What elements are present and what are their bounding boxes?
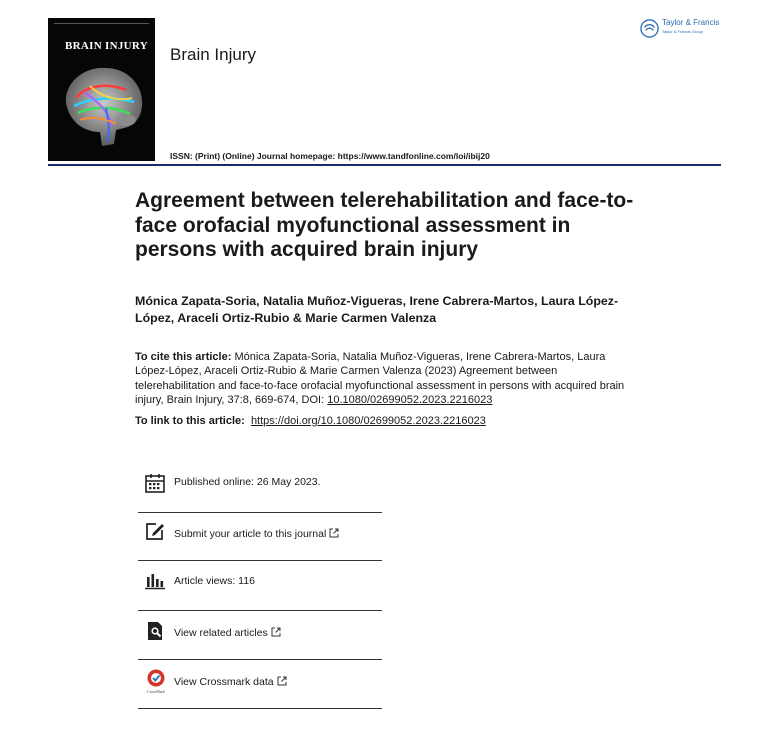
publisher-logo-icon: [640, 19, 659, 38]
external-link-icon: [329, 528, 339, 538]
article-views: Article views: 116: [174, 575, 255, 587]
issn-line: ISSN: (Print) (Online) Journal homepage: https://www.tandfonline.com/loi/ibij20: [170, 151, 490, 161]
cover-title-text: BRAIN INJURY: [65, 40, 148, 52]
header-divider: [48, 164, 721, 166]
related-articles-link[interactable]: [174, 627, 281, 639]
publisher-logo[interactable]: [640, 18, 735, 40]
external-link-icon: [277, 676, 287, 686]
publisher-name: Taylor & Francis: [662, 18, 720, 27]
submit-article-label: Submit your article to this journal: [174, 528, 327, 540]
search-document-icon: [144, 620, 166, 642]
citation: [135, 350, 635, 408]
bar-chart-icon: [144, 569, 166, 591]
views-row: [138, 569, 382, 593]
calendar-icon: [144, 472, 166, 494]
related-row[interactable]: [138, 620, 382, 646]
crossmark-icon: [144, 668, 168, 694]
cover-header-line: [54, 23, 149, 27]
article-title: Agreement between telerehabilitation and face-to-face orofacial myofunctional assessment in persons with acquired brain injury: [135, 189, 634, 261]
submit-row[interactable]: [138, 520, 382, 546]
external-link-icon: [271, 627, 281, 637]
citation-doi-link[interactable]: 10.1080/02699052.2023.2216023: [327, 394, 493, 407]
info-divider: [138, 512, 382, 513]
crossmark-label: View Crossmark data: [174, 676, 274, 688]
edit-icon: [144, 520, 166, 542]
cover-title: [65, 41, 148, 52]
article-link-label: To link to this article:: [135, 415, 245, 427]
crossmark-link[interactable]: [174, 676, 287, 688]
citation-label: To cite this article:: [135, 351, 232, 363]
citation-text: Mónica Zapata-Soria, Natalia Muñoz-Vigueras, Irene Cabrera-Martos, Laura López-López, Araceli Ortiz-Rubio & Marie Carmen Valenza (2023) Agreement between telerehabilitation and face-to-face orofacial myofunctional assessment in persons with acquired brain injury, Brain Injury, 37:8, 669-674, DOI:: [135, 351, 625, 407]
crossmark-badge-text: CrossMark: [147, 689, 165, 694]
info-divider: [138, 610, 382, 611]
submit-article-link[interactable]: [174, 528, 339, 540]
info-divider: [138, 560, 382, 561]
article-link: [135, 414, 635, 428]
info-divider: [138, 659, 382, 660]
brain-image: [56, 58, 148, 153]
published-date: Published online: 26 May 2023.: [174, 476, 321, 488]
article-doi-url[interactable]: https://doi.org/10.1080/02699052.2023.2216023: [250, 415, 486, 427]
crossmark-row[interactable]: [138, 668, 382, 696]
published-row: [138, 472, 382, 496]
related-articles-label: View related articles: [174, 627, 268, 639]
article-authors: Mónica Zapata-Soria, Natalia Muñoz-Vigueras, Irene Cabrera-Martos, Laura López-López, Araceli Ortiz-Rubio & Marie Carmen Valenza: [135, 294, 619, 325]
journal-cover: [48, 18, 155, 161]
publisher-group: Taylor & Francis Group: [662, 29, 703, 34]
journal-name: Brain Injury: [170, 45, 256, 64]
info-divider: [138, 708, 382, 709]
